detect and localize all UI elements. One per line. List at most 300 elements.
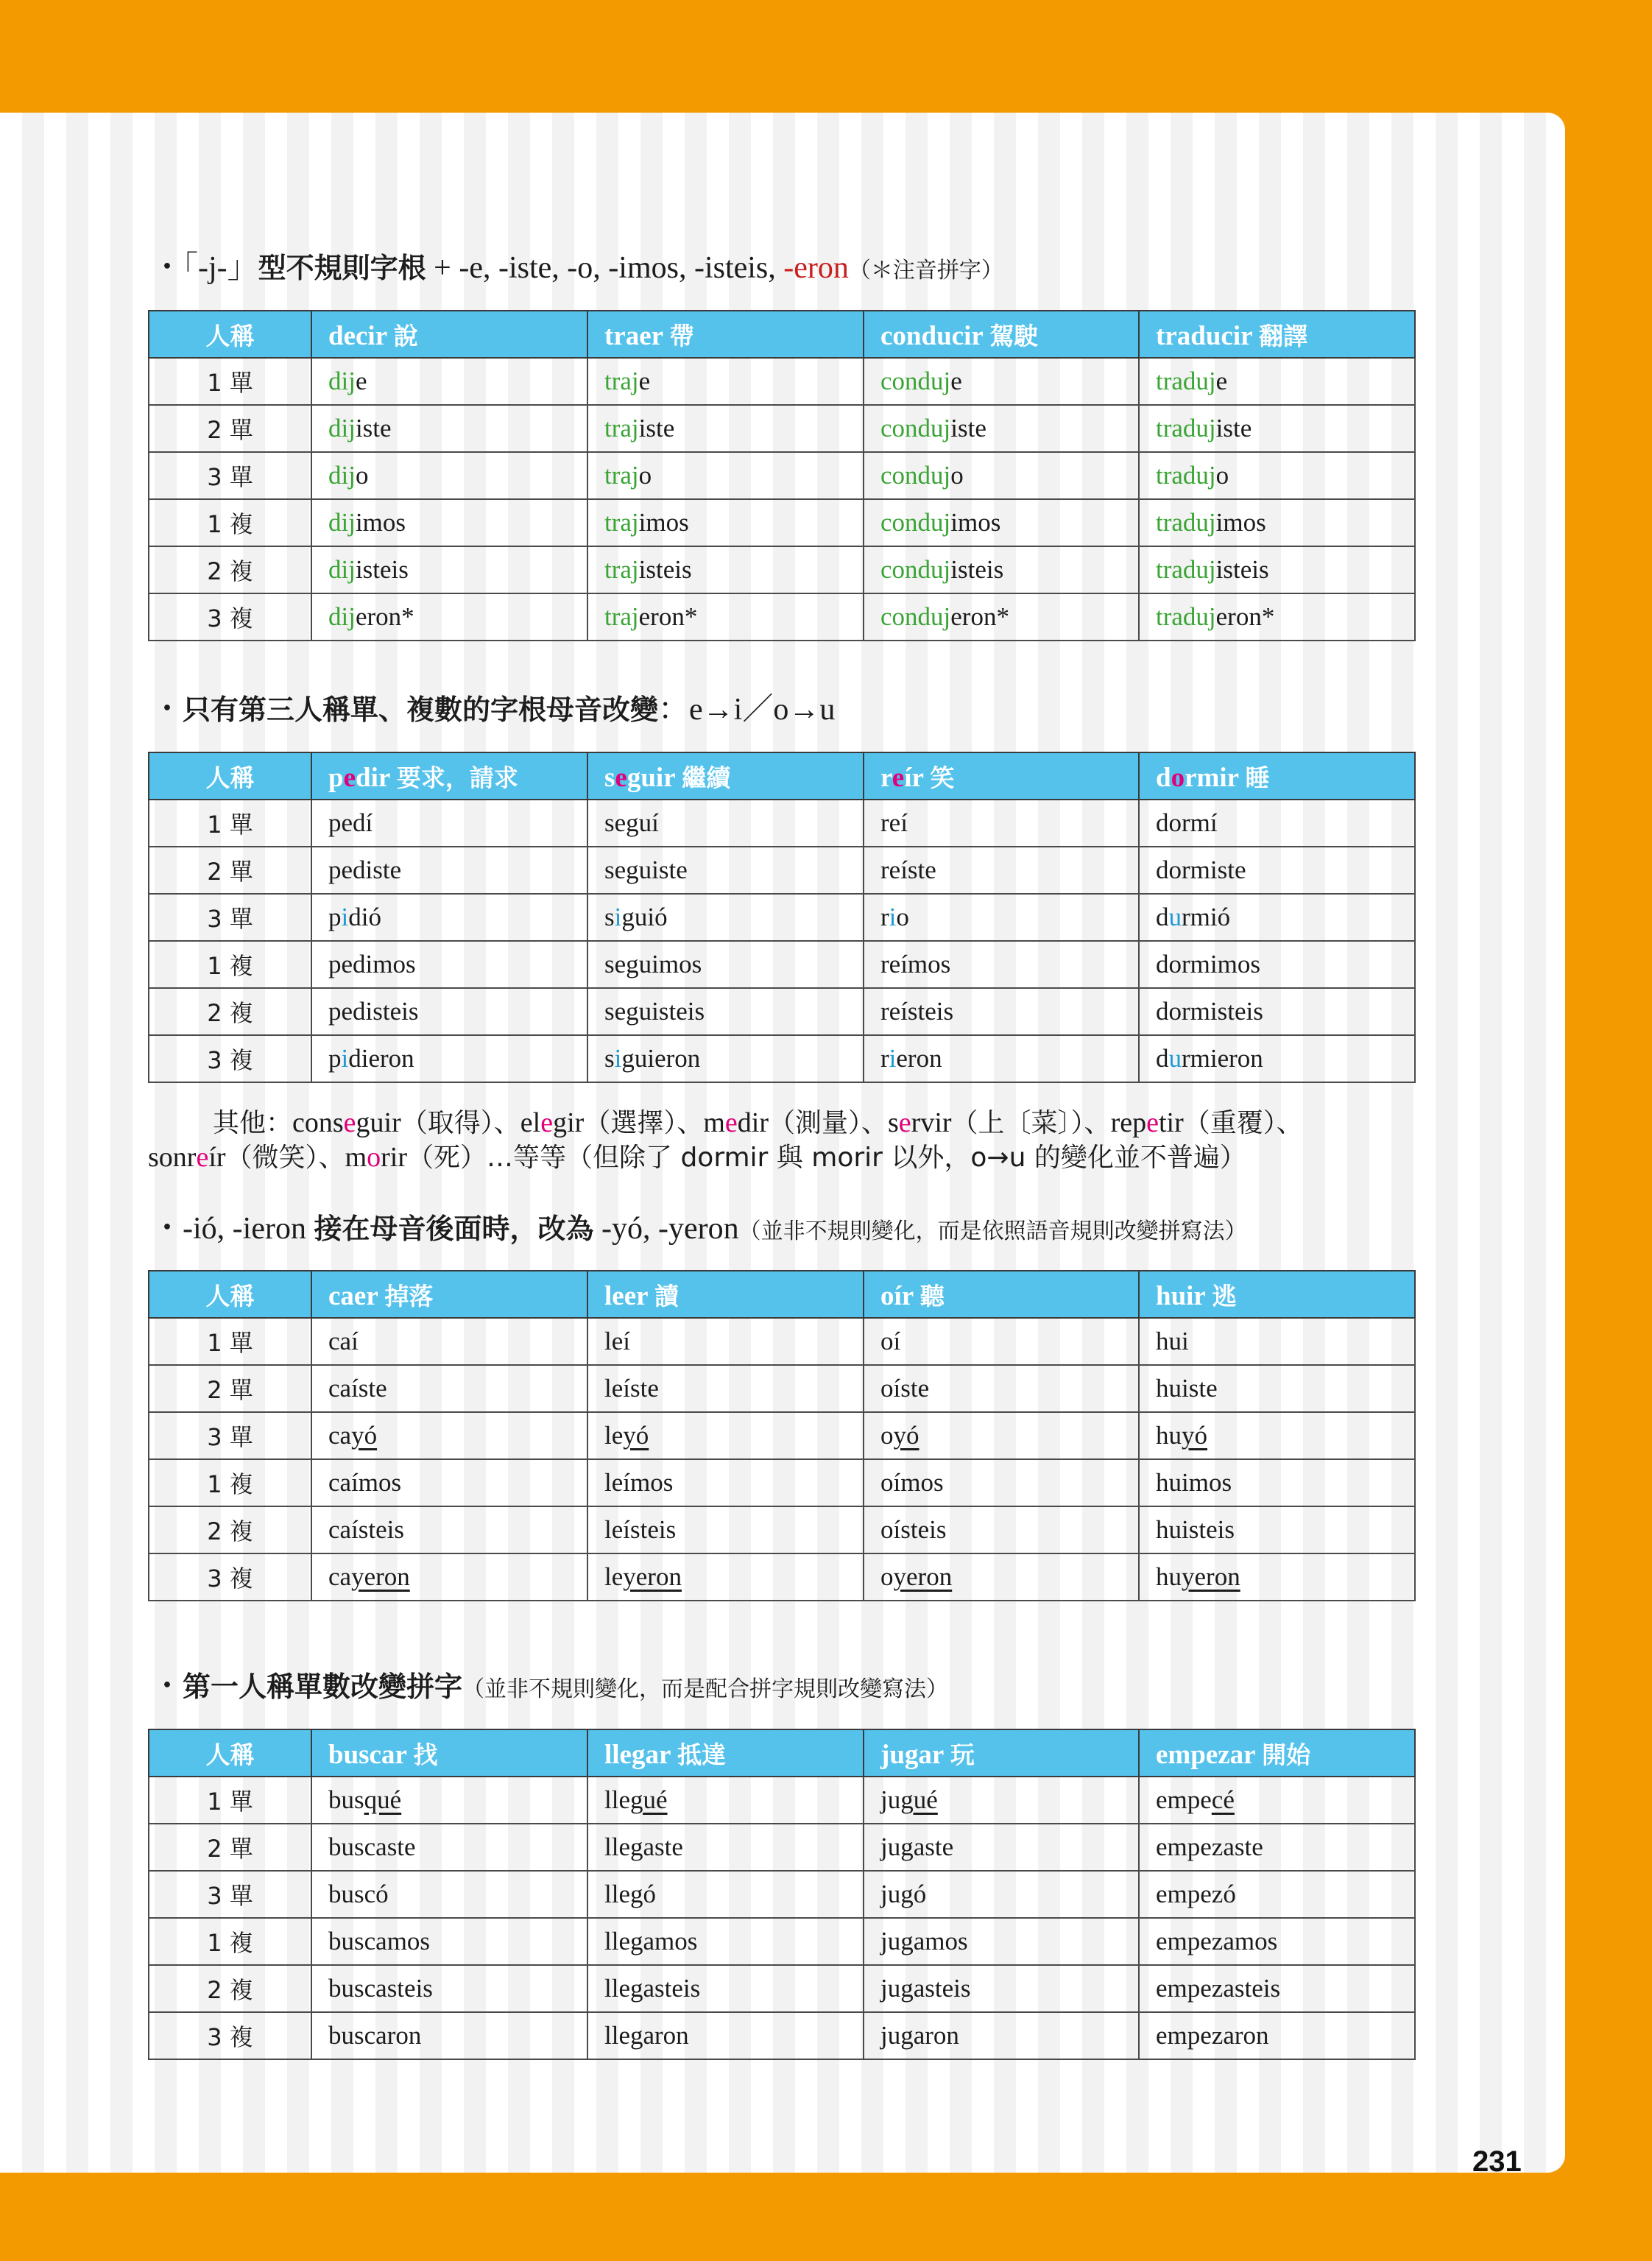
ending: isteis [355,555,409,584]
header-seguir [587,752,864,800]
stem: traduj [1156,602,1216,631]
section3-note: （並非不規則變化，而是依照語音規則改變拼寫法） [738,1218,1247,1244]
verb-name: huir [1156,1280,1206,1311]
underlined-ending: yó [351,1421,378,1450]
person-label: 2 複 [207,1976,253,2004]
verb-name: jugar [880,1739,944,1770]
person-cell [149,1412,311,1459]
header-person [149,311,311,358]
word-part: ca [328,1562,352,1591]
conj-cell [587,894,864,941]
person-cell [149,800,311,847]
header-reir [864,752,1139,800]
changed-vowel: i [341,1044,349,1073]
section3-heading [152,1213,1247,1244]
word-part: tir [1158,1107,1184,1138]
section4-heading [152,1671,948,1702]
ending: iste [1215,414,1252,442]
conj-cell: seguimos [587,941,864,988]
underlined-ending: yó [1182,1421,1207,1450]
conj-cell: leí [587,1318,864,1365]
gloss: （取得）、 [400,1108,520,1138]
stem: traduj [1156,461,1216,490]
word-part: el [520,1107,541,1138]
conj-cell: dormisteis [1139,988,1415,1035]
stem: traduj [1156,367,1216,395]
conj-cell: llegasteis [587,1965,864,2012]
person-cell [149,941,311,988]
ending: o [950,461,964,490]
stem: traj [604,461,639,490]
stem: dij [328,414,356,442]
person-label: 2 單 [207,858,253,886]
header-caer [311,1271,587,1318]
highlight-vowel: e [1146,1107,1159,1138]
conj-cell [1139,1553,1415,1601]
section2-rule: ：e→i／o→u [658,693,836,727]
table-j-stem-verbs [148,310,1416,641]
conj-cell: dormimos [1139,941,1415,988]
conj-cell: hui [1139,1318,1415,1365]
ending: iste [638,414,675,442]
table-row [149,546,1415,593]
stem: conduj [880,461,951,490]
header-person-label: 人稱 [205,763,255,792]
stem: conduj [880,555,951,584]
conj-cell: caí [311,1318,587,1365]
table-row [149,800,1415,847]
conj-cell: jugaste [864,1824,1139,1871]
conj-cell: empezaste [1139,1824,1415,1871]
conj-cell [311,1777,587,1824]
person-label: 2 單 [207,1376,253,1404]
conj-cell: seguisteis [587,988,864,1035]
page-number: 231 [1472,2145,1522,2178]
word-part: sonr [148,1142,197,1173]
ending: imos [355,508,406,537]
underlined-ending: gué [629,1785,668,1814]
header-dormir [1139,752,1415,800]
verb-meaning: 開始 [1262,1740,1311,1769]
verb-meaning: 睡 [1245,763,1270,792]
verb-meaning: 玩 [950,1740,975,1769]
verb-meaning: 駕駛 [989,321,1039,350]
ending: isteis [1215,555,1269,584]
ending: isteis [638,555,692,584]
stem: dij [328,602,356,631]
highlight-vowel: e [540,1107,554,1138]
conj-cell: huisteis [1139,1506,1415,1553]
ending: iste [950,414,986,442]
conj-cell [1139,593,1415,641]
header-jugar [864,1729,1139,1777]
verb-part: guir [626,762,675,793]
table-row [149,452,1415,499]
word-part: s [888,1107,899,1138]
highlight-vowel: e [724,1107,738,1138]
verb-name: oír [880,1280,914,1311]
verb-name: llegar [604,1739,671,1770]
person-label: 3 單 [207,905,253,933]
conj-cell [587,405,864,452]
conj-cell [311,452,587,499]
conj-cell [864,894,1139,941]
conj-cell: huiste [1139,1365,1415,1412]
conj-cell [864,499,1139,546]
header-buscar [311,1729,587,1777]
conj-cell: buscaste [311,1824,587,1871]
verb-part: p [328,762,344,793]
table-row [149,1412,1415,1459]
conj-cell: caísteis [311,1506,587,1553]
changed-vowel: u [1168,1044,1182,1073]
conj-cell: reí [864,800,1139,847]
conj-cell [311,593,587,641]
verb-meaning: 讀 [654,1281,679,1311]
ending: e [638,367,651,395]
ending: e [950,367,962,395]
table-row [149,2012,1415,2059]
underlined-ending: cé [1211,1785,1235,1814]
ending: eron* [1215,602,1275,631]
conj-cell: reímos [864,941,1139,988]
person-cell [149,546,311,593]
stem: dij [328,555,356,584]
conj-cell [1139,452,1415,499]
conj-cell: reísteis [864,988,1139,1035]
verb-part: rmir [1185,762,1239,793]
conj-cell: seguiste [587,847,864,894]
person-cell [149,1824,311,1871]
conj-cell [311,1412,587,1459]
ending: o [1215,461,1229,490]
word-part: lle [604,1785,630,1814]
header-empezar [1139,1729,1415,1777]
header-traer [587,311,864,358]
header-traducir [1139,311,1415,358]
verb-name: conducir [880,320,984,351]
word-part: dió [348,903,381,931]
table-row [149,1506,1415,1553]
header-pedir [311,752,587,800]
conj-cell [587,1777,864,1824]
section3-pre: -ió, -ieron [183,1212,314,1246]
section2-bullet: ・ [152,693,183,727]
section1-title: 型不規則字根 [258,252,426,284]
verb-meaning: 笑 [930,763,955,792]
word-part: dieron [348,1044,414,1073]
conj-cell [864,546,1139,593]
header-leer [587,1271,864,1318]
conj-cell: buscamos [311,1918,587,1965]
underlined-ending: qué [364,1785,402,1814]
conj-cell [1139,405,1415,452]
person-cell [149,1318,311,1365]
word-part: ju [880,1785,901,1814]
conj-cell [311,405,587,452]
highlight-vowel: e [892,762,905,793]
table-header-row [149,1729,1415,1777]
conj-cell: oíste [864,1365,1139,1412]
gloss: （死）…等等（但除了 dormir 與 morir 以外，o→u 的變化並不普遍） [407,1143,1246,1173]
table-first-person-spelling [148,1729,1416,2060]
underlined-ending: yeron [351,1562,410,1591]
conj-cell [587,452,864,499]
word-part: ír [208,1142,226,1173]
ending: o [638,461,652,490]
highlight-vowel: e [196,1142,209,1173]
conj-cell: empezaron [1139,2012,1415,2059]
person-cell [149,1365,311,1412]
person-label: 3 複 [207,1565,253,1592]
person-label: 3 複 [207,1046,253,1074]
verb-meaning: 逃 [1212,1281,1237,1311]
conj-cell [587,499,864,546]
word-part: r [880,903,889,931]
conj-cell [311,894,587,941]
person-label: 1 單 [207,811,253,839]
highlight-vowel: o [367,1142,381,1173]
word-part: guir [356,1107,401,1138]
conj-cell [1139,894,1415,941]
person-label: 2 複 [207,1517,253,1545]
stem: dij [328,367,356,395]
table-row [149,1459,1415,1506]
conj-cell [587,593,864,641]
section1-heading [152,253,1003,283]
word-part: dir [737,1107,769,1138]
changed-vowel: i [889,1044,897,1073]
word-part: m [345,1142,367,1173]
gloss: （測量）、 [768,1108,888,1138]
conj-cell: dormí [1139,800,1415,847]
word-part: o [880,1421,894,1450]
ending: e [355,367,367,395]
person-label: 3 複 [207,2023,253,2051]
section4-bullet: ・ [152,1670,183,1704]
verb-part: dir [356,762,390,793]
changed-vowel: u [1168,903,1182,931]
conj-cell: llegó [587,1871,864,1918]
table-row [149,1035,1415,1082]
header-person [149,1271,311,1318]
person-label: 2 單 [207,416,253,444]
verb-part: ír [904,762,924,793]
person-cell [149,847,311,894]
table-row [149,1871,1415,1918]
word-part: guió [621,903,668,931]
person-label: 1 複 [207,1470,253,1498]
word-part: le [604,1421,624,1450]
conj-cell [587,546,864,593]
verb-name: caer [328,1280,378,1311]
conj-cell: llegaron [587,2012,864,2059]
table-row [149,499,1415,546]
conj-cell [1139,499,1415,546]
word-part: p [328,1044,342,1073]
underlined-ending: yeron [1182,1562,1240,1591]
gloss: （選擇）、 [584,1108,704,1138]
verb-part: d [1156,762,1171,793]
conj-cell [587,358,864,405]
section1-bullet: ・「-j-」 [152,251,258,285]
word-part: gir [553,1107,585,1138]
section2-other-verbs-note [148,1106,1414,1175]
table-row [149,1918,1415,1965]
word-part: o [896,903,909,931]
table-y-spelling-verbs [148,1270,1416,1601]
verb-name: buscar [328,1739,407,1770]
person-cell [149,1553,311,1601]
table-row [149,1824,1415,1871]
person-cell [149,1035,311,1082]
conj-cell: buscasteis [311,1965,587,2012]
conj-cell: jugaron [864,2012,1139,2059]
conj-cell: jugasteis [864,1965,1139,2012]
ending: iste [355,414,392,442]
changed-vowel: i [341,903,349,931]
conj-cell: huimos [1139,1459,1415,1506]
stem: traduj [1156,414,1216,442]
person-cell [149,894,311,941]
word-part: bus [328,1785,364,1814]
highlight-vowel: e [898,1107,911,1138]
conj-cell: jugó [864,1871,1139,1918]
person-cell [149,1871,311,1918]
conj-cell: oímos [864,1459,1139,1506]
conj-cell [587,1553,864,1601]
verb-meaning: 要求，請求 [396,763,518,792]
conj-cell: seguí [587,800,864,847]
conj-cell: empezamos [1139,1918,1415,1965]
conj-cell [1139,358,1415,405]
word-part: s [604,903,615,931]
table-row [149,1318,1415,1365]
gloss: （上〔菜〕）、 [951,1108,1111,1138]
ending: imos [950,508,1001,537]
person-label: 3 單 [207,1423,253,1451]
conj-cell: jugamos [864,1918,1139,1965]
header-oir [864,1271,1139,1318]
stem: conduj [880,602,951,631]
person-cell [149,1777,311,1824]
verb-meaning: 翻譯 [1259,321,1308,350]
conj-cell: empezasteis [1139,1965,1415,2012]
person-cell [149,405,311,452]
person-cell [149,452,311,499]
stem: traj [604,414,639,442]
ending: imos [638,508,689,537]
verb-meaning: 聽 [919,1281,945,1311]
person-cell [149,2012,311,2059]
person-cell [149,988,311,1035]
table-header-row [149,1271,1415,1318]
person-label: 3 單 [207,1882,253,1910]
table-row [149,847,1415,894]
changed-vowel: i [614,1044,622,1073]
gloss: （微笑）、 [225,1143,345,1173]
word-part: o [880,1562,894,1591]
section3-post: -yó, -yeron [593,1212,739,1246]
underlined-ending: yó [893,1421,919,1450]
verb-part: s [604,762,615,793]
conj-cell: pedí [311,800,587,847]
section1-eron: -eron [783,251,849,285]
verb-name: empezar [1156,1739,1255,1770]
stem: conduj [880,367,951,395]
conj-cell: dormiste [1139,847,1415,894]
table-row [149,1965,1415,2012]
stem: traj [604,367,639,395]
header-person [149,1729,311,1777]
verb-part: r [880,762,892,793]
section4-note: （並非不規則變化，而是配合拼字規則改變寫法） [462,1676,949,1702]
section1-note: （＊注音拼字） [848,258,1003,283]
stem: traduj [1156,508,1216,537]
person-cell [149,499,311,546]
person-cell [149,358,311,405]
header-huir [1139,1271,1415,1318]
verb-meaning: 繼續 [682,763,731,792]
conj-cell [311,1553,587,1601]
word-part: cons [292,1107,344,1138]
highlight-vowel: e [343,1107,356,1138]
section1-endings: + -e, -iste, -o, -imos, -isteis, [426,251,784,285]
section2-title: 只有第三人稱單、複數的字根母音改變 [183,694,659,726]
section3-title: 接在母音後面時，改為 [314,1213,594,1245]
verb-name: traer [604,320,663,351]
conj-cell [587,1035,864,1082]
word-part: empe [1156,1785,1212,1814]
verb-meaning: 帶 [669,321,694,350]
conj-cell [311,499,587,546]
person-label: 1 單 [207,369,253,397]
conj-cell: buscaron [311,2012,587,2059]
conj-cell: leímos [587,1459,864,1506]
word-part: p [328,903,342,931]
section4-title: 第一人稱單數改變拼字 [183,1671,463,1703]
table-row [149,894,1415,941]
conj-cell: oísteis [864,1506,1139,1553]
conj-cell: pedimos [311,941,587,988]
note-lead: 其他： [213,1108,293,1138]
person-label: 3 複 [207,604,253,632]
verb-name: leer [604,1280,648,1311]
ending: eron* [950,602,1009,631]
person-cell [149,1459,311,1506]
person-cell [149,1918,311,1965]
word-part: rmieron [1182,1044,1263,1073]
changed-vowel: i [889,903,897,931]
stem: conduj [880,508,951,537]
section2-heading [152,694,835,725]
word-part: d [1156,903,1169,931]
person-label: 2 單 [207,1835,253,1863]
header-llegar [587,1729,864,1777]
header-conducir [864,311,1139,358]
table-vowel-change-verbs [148,752,1416,1083]
word-part: hu [1156,1562,1182,1591]
table-header-row [149,752,1415,800]
conj-cell: buscó [311,1871,587,1918]
conj-cell [1139,1412,1415,1459]
section3-bullet: ・ [152,1212,183,1246]
stem: traduj [1156,555,1216,584]
word-part: guieron [621,1044,701,1073]
underlined-ending: yeron [623,1562,682,1591]
word-part: rir [381,1142,407,1173]
word-part: ca [328,1421,352,1450]
